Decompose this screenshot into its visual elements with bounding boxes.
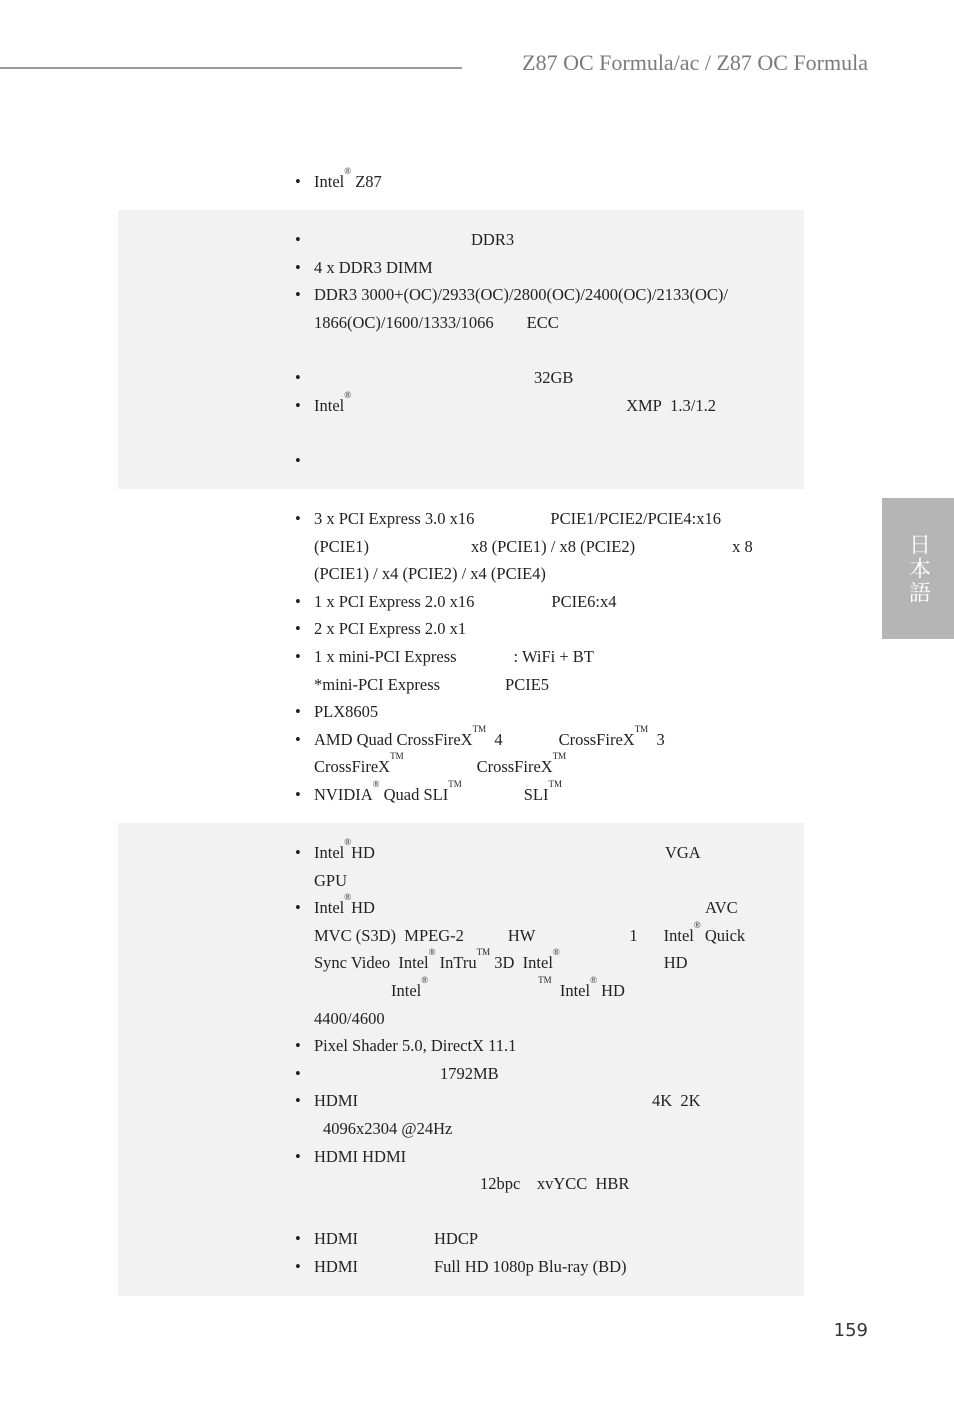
graphics-item: • Pixel Shader 5.0, DirectX 11.1	[295, 1032, 785, 1060]
graphics-item: • HDMI Full HD 1080p Blu-ray (BD)	[295, 1253, 785, 1281]
expansion-item-continued: (PCIE1) / x4 (PCIE2) / x4 (PCIE4)	[314, 564, 546, 584]
expansion-item: • 2 x PCI Express 2.0 x1	[295, 615, 785, 643]
graphics-spacer	[295, 1198, 785, 1226]
language-tab	[882, 498, 954, 639]
memory-item: • DDR3	[295, 226, 785, 254]
graphics-item: • 1792MB	[295, 1060, 785, 1088]
memory-spacer	[295, 336, 785, 364]
graphics-item: • HDMI HDMI	[295, 1143, 785, 1171]
memory-item: • 32GB	[295, 364, 785, 392]
memory-item	[295, 447, 785, 475]
expansion-item: • NVIDIA® Quad SLI™SLI™	[295, 781, 785, 809]
graphics-item-continued: 4400/4600	[314, 1008, 385, 1028]
memory-item: • 4 x DDR3 DIMM	[295, 254, 785, 282]
graphics-item-continued: MVC (S3D) MPEG-2 HW 1 Intel® Quick	[314, 919, 746, 945]
chipset-item: • Intel® Z87	[295, 168, 785, 196]
graphics-item-continued: GPU	[314, 870, 348, 890]
expansion-item-continued: CrossFireX™CrossFireX™	[314, 751, 567, 777]
graphics-item-continued: 12bpc xvYCC HBR	[480, 1174, 630, 1194]
memory-item: • DDR3 3000+(OC)/2933(OC)/2800(OC)/2400(OC)/2133(OC)/	[295, 281, 785, 309]
graphics-item: • HDMI HDCP	[295, 1225, 785, 1253]
expansion-item: • 1 x mini-PCI Express : WiFi + BT	[295, 643, 785, 671]
memory-spacer	[295, 419, 785, 447]
graphics-item-continued: Sync Video Intel® InTru™ 3D Intel®HD	[314, 947, 688, 973]
graphics-item: • HDMI 4K 2K	[295, 1087, 785, 1115]
page-number: 159	[833, 1320, 868, 1341]
expansion-item-continued: *mini-PCI Express PCIE5	[314, 674, 550, 694]
page-header-title: Z87 OC Formula/ac / Z87 OC Formula	[522, 50, 868, 75]
expansion-item: • 3 x PCI Express 3.0 x16 PCIE1/PCIE2/PCIE4:x16	[295, 505, 785, 533]
expansion-item: • PLX8605	[295, 698, 785, 726]
expansion-section	[295, 505, 785, 809]
memory-item: • Intel®XMP 1.3/1.2	[295, 392, 785, 420]
expansion-item: • 1 x PCI Express 2.0 x16 PCIE6:x4	[295, 588, 785, 616]
graphics-item-continued: 4096x2304 @24Hz	[323, 1118, 453, 1138]
expansion-item-continued: (PCIE1) x8 (PCIE1) / x8 (PCIE2) x 8	[314, 536, 753, 556]
expansion-item: • AMD Quad CrossFireX™ 4 CrossFireX™ 3	[295, 726, 785, 754]
memory-item-continued: 1866(OC)/1600/1333/1066 ECC	[314, 312, 559, 332]
graphics-item: • Intel®HD VGA	[295, 839, 785, 867]
header-rule	[0, 67, 462, 69]
memory-section	[295, 226, 785, 474]
graphics-section	[295, 839, 785, 1281]
graphics-item: • Intel®HD AVC	[295, 894, 785, 922]
chipset-section	[295, 168, 785, 196]
language-tab-label: 日本語	[905, 532, 931, 605]
graphics-item-continued: Intel® ™ Intel® HD	[391, 974, 625, 1000]
